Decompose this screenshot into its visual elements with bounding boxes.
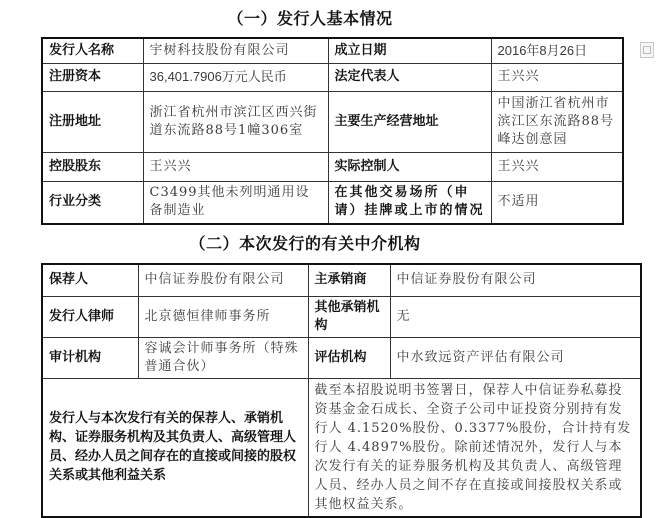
cell-label: 在其他交易场所（申请）挂牌或上市的情况 [328,181,491,224]
cell-value: C3499其他未列明通用设备制造业 [143,181,328,224]
cell-value: 无 [390,296,641,337]
cell-value: 宇树科技股份有限公司 [143,38,328,63]
cell-label: 主承销商 [308,264,390,296]
table-row [42,152,623,181]
cell-value: 北京德恒律师事务所 [138,296,308,337]
page-thumbnail-icon[interactable] [640,42,654,58]
cell-value: 浙江省杭州市滨江区西兴街道东流路88号1幢306室 [143,91,328,152]
cell-label: 成立日期 [328,38,491,63]
cell-label: 发行人名称 [42,38,143,63]
cell-value: 36,401.7906万元人民币 [143,63,328,91]
table-row [42,91,623,152]
table-row [42,378,641,517]
cell-label: 其他承销机构 [308,296,390,337]
cell-value: 王兴兴 [143,152,328,181]
table-row [42,264,641,296]
cell-label: 注册资本 [42,63,143,91]
relation-label: 发行人与本次发行有关的保荐人、承销机构、证券服务机构及其负责人、高级管理人员、经办人员之间存在的直接或间接的股权关系或其他利益关系 [42,378,308,517]
cell-label: 注册地址 [42,91,143,152]
section-title-intermediaries: （二）本次发行的有关中介机构 [189,234,421,253]
cell-label: 保荐人 [42,264,138,296]
cell-value: 中国浙江省杭州市滨江区东流路88号峰达创意园 [491,91,623,152]
cell-label: 法定代表人 [328,63,491,91]
cell-label: 发行人律师 [42,296,138,337]
cell-value: 中信证券股份有限公司 [390,264,641,296]
cell-value: 容诚会计师事务所（特殊普通合伙） [138,337,308,378]
cell-label: 实际控制人 [328,152,491,181]
intermediaries-table [41,263,642,518]
section-title-basic-info: （一）发行人基本情况 [227,9,393,28]
cell-value: 不适用 [491,181,623,224]
cell-label: 评估机构 [308,337,390,378]
cell-label: 主要生产经营地址 [328,91,491,152]
cell-value: 王兴兴 [491,152,623,181]
table-row [42,296,641,337]
cell-label: 审计机构 [42,337,138,378]
cell-value: 中信证券股份有限公司 [138,264,308,296]
cell-value: 王兴兴 [491,63,623,91]
table-row [42,337,641,378]
table-row [42,38,623,63]
relation-value: 截至本招股说明书签署日，保荐人中信证券私募投资基金金石成长、全资子公司中证投资分别持有发行人 4.1520%股份、0.3377%股份，合计持有发行人 4.4897%股份。除前述情况外，发行人与本次发行有关的证券服务机构及其负责人、高级管理人员、经办人员之间不存在直接或间接股权关系或其他权益关系。 [308,378,641,517]
cell-label: 行业分类 [42,181,143,224]
table-row [42,63,623,91]
cell-value: 2016年8月26日 [491,38,623,63]
cell-label: 控股股东 [42,152,143,181]
issuer-basic-info-table [41,37,624,225]
table-row [42,181,623,224]
cell-value: 中水致远资产评估有限公司 [390,337,641,378]
